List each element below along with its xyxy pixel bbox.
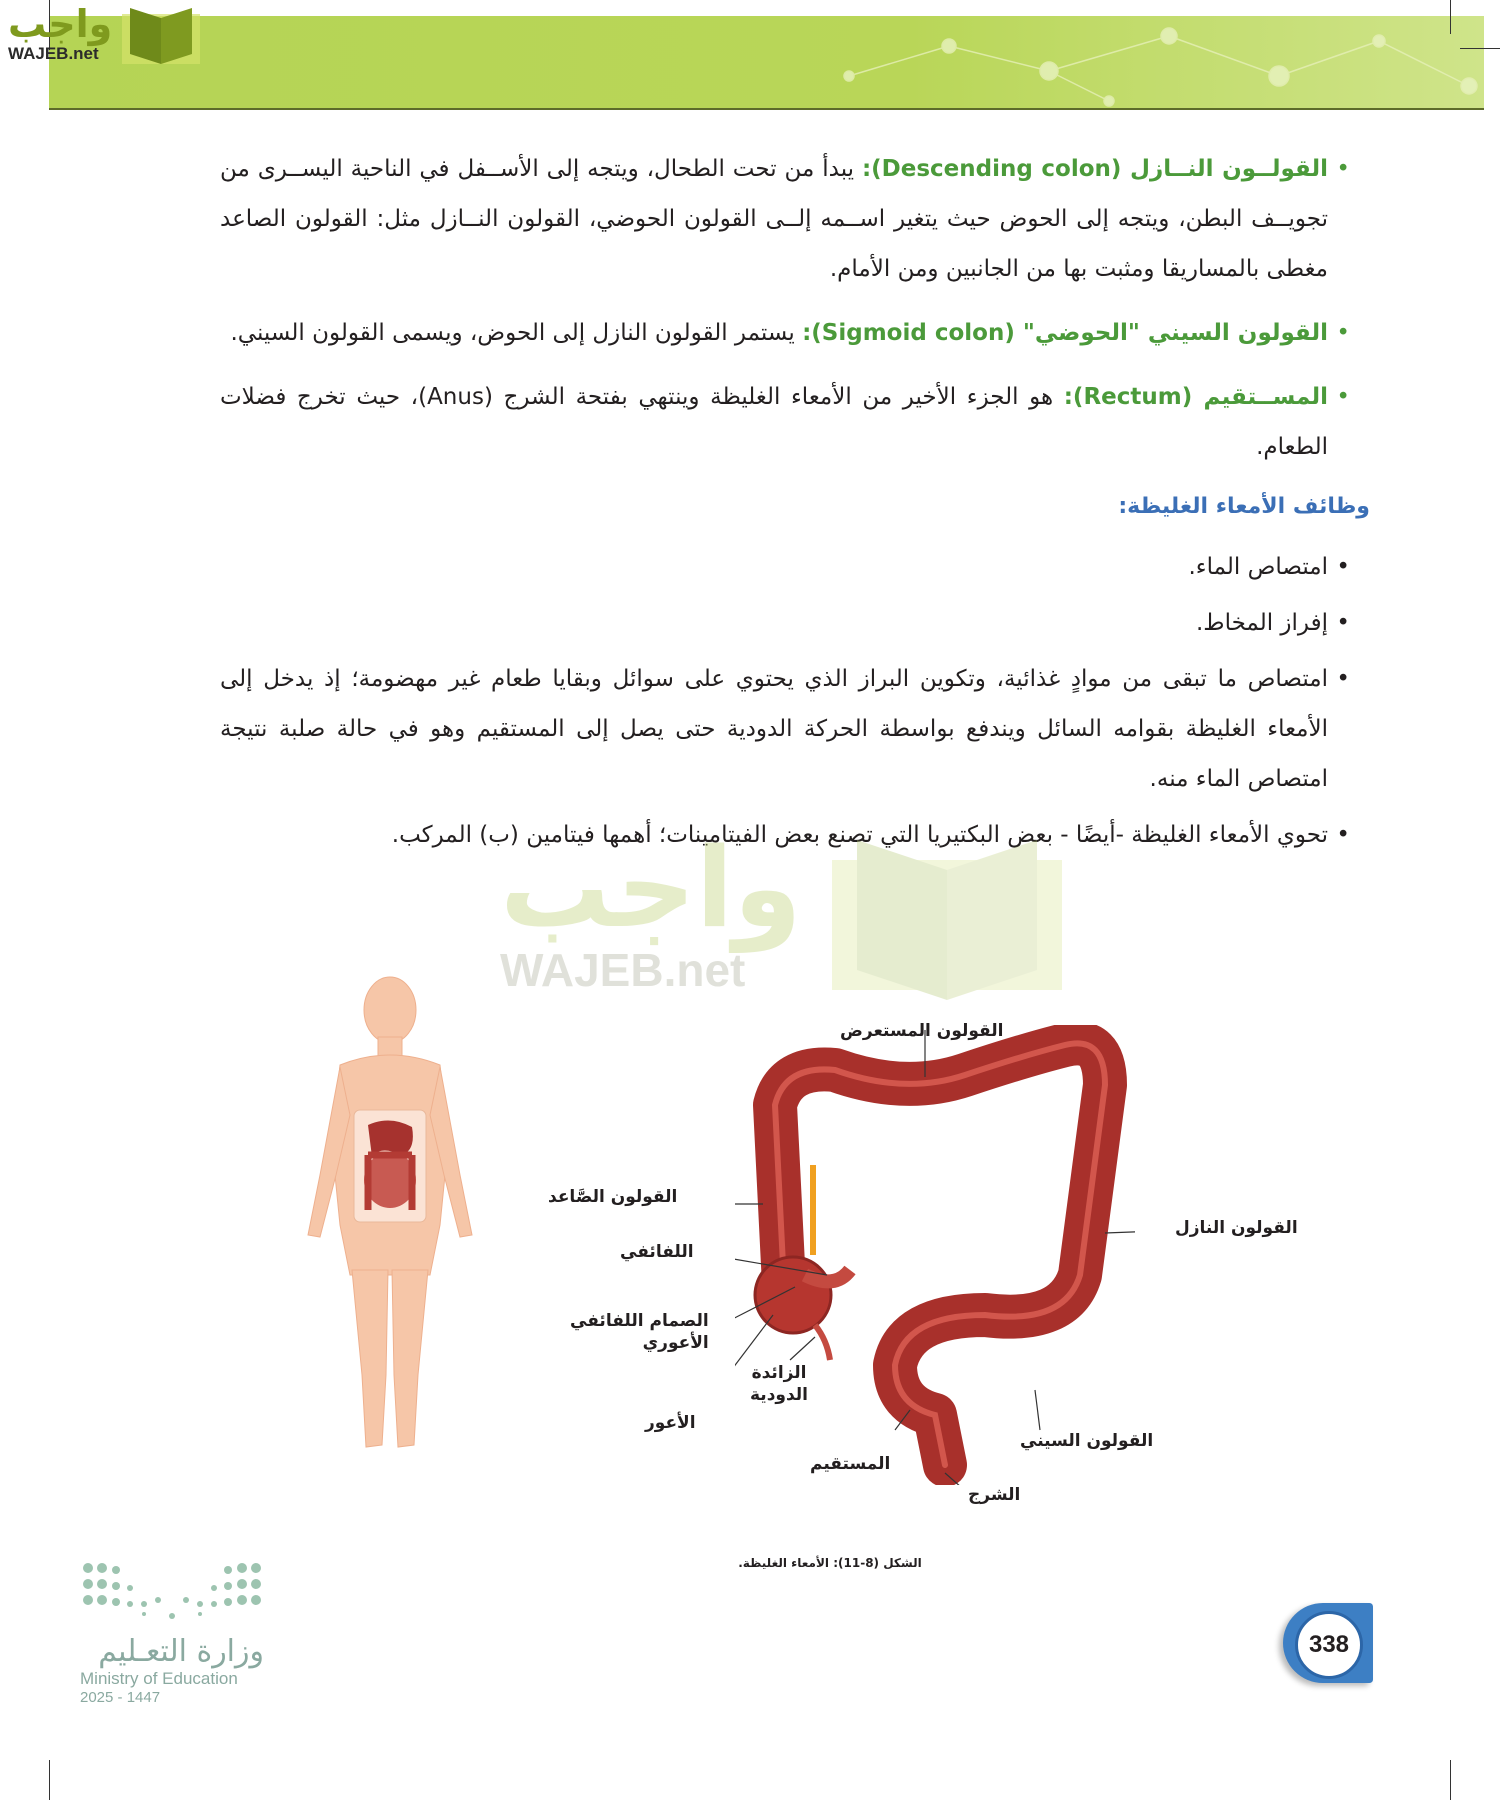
label-sigmoid-colon: القولون السيني — [1020, 1431, 1154, 1451]
crop-mark — [1460, 48, 1500, 49]
human-body-illustration — [290, 975, 490, 1465]
page-number-badge — [1283, 1603, 1373, 1683]
cecum-shape — [755, 1257, 831, 1333]
large-intestine-diagram — [735, 1025, 1135, 1485]
label-transverse-colon: القولون المستعرض — [840, 1021, 1004, 1041]
colon-shape — [775, 1043, 1105, 1465]
list-item-descending-colon: • القولــون النــازل (Descending colon): يبدأ من تحت الطحال، ويتجه إلى الأســفل في الناحية اليســرى من تجويــف البطن، ويتجه إلى الحوض حيث يتغير اســمه إلــى القولون الحوضي، القولون النــازل مثل: القولون الصاعد مغطى بالمساريقا ومثبت بها من الجانبين ومن الأمام. — [220, 144, 1350, 294]
label-appendix: الزائدة الدودية — [750, 1363, 809, 1405]
label-rectum: المستقيم — [810, 1454, 891, 1474]
label-anus: الشرج — [968, 1485, 1021, 1505]
header-banner — [49, 16, 1484, 110]
crop-mark — [1450, 1760, 1451, 1800]
crop-mark — [1450, 0, 1451, 34]
function-item: • امتصاص الماء. — [220, 542, 1350, 592]
label-ascending-colon: القولون الصَّاعد — [548, 1187, 678, 1207]
section-heading: وظائف الأمعاء الغليظة: — [1118, 494, 1370, 519]
function-item: • تحوي الأمعاء الغليظة -أيضًا - بعض البكتيريا التي تصنع بعض الفيتامينات؛ أهمها فيتامين (ب) المركب. — [220, 810, 1350, 860]
body-text — [220, 144, 1350, 486]
function-item: • امتصاص ما تبقى من موادٍ غذائية، وتكوين البراز الذي يحتوي على سوائل وبقايا طعام غير مهضومة؛ إذ يدخل إلى الأمعاء الغليظة بقوامه السائل ويندفع بواسطة الحركة الدودية حتى يصل إلى المستقيم وهو في حالة صلبة نتيجة امتصاص الماء منه. — [220, 654, 1350, 804]
network-decoration — [49, 16, 1484, 108]
crop-mark — [49, 1760, 50, 1800]
label-cecum: الأعور — [645, 1413, 696, 1433]
label-ileocecal-valve: الصمام اللفائفي الأعوري — [570, 1311, 709, 1353]
label-descending-colon: القولون النازل — [1175, 1218, 1298, 1238]
page-number: 338 — [1295, 1611, 1363, 1679]
book-icon — [122, 4, 200, 66]
book-icon — [832, 830, 1062, 1000]
ministry-dots-icon — [80, 1560, 264, 1622]
wajeb-logo[interactable]: واجب WAJEB.net — [8, 4, 200, 66]
figure-caption: الشكل (8-11): الأمعاء الغليظة. — [738, 1556, 922, 1570]
list-item-rectum: • المســتقيم (Rectum): هو الجزء الأخير من الأمعاء الغليظة وينتهي بفتحة الشرج (Anus)، حيث تخرج فضلات الطعام. — [220, 372, 1350, 472]
list-item-sigmoid-colon: • القولون السيني "الحوضي" (Sigmoid colon): يستمر القولون النازل إلى الحوض، ويسمى القولون السيني. — [220, 308, 1350, 358]
label-ileum: اللفائفي — [620, 1242, 694, 1262]
wajeb-watermark: واجب WAJEB.net — [500, 830, 1062, 1000]
ministry-logo: وزارة التعـليم Ministry of Education 2025 - 1447 — [80, 1560, 264, 1706]
function-item: • إفراز المخاط. — [220, 598, 1350, 648]
